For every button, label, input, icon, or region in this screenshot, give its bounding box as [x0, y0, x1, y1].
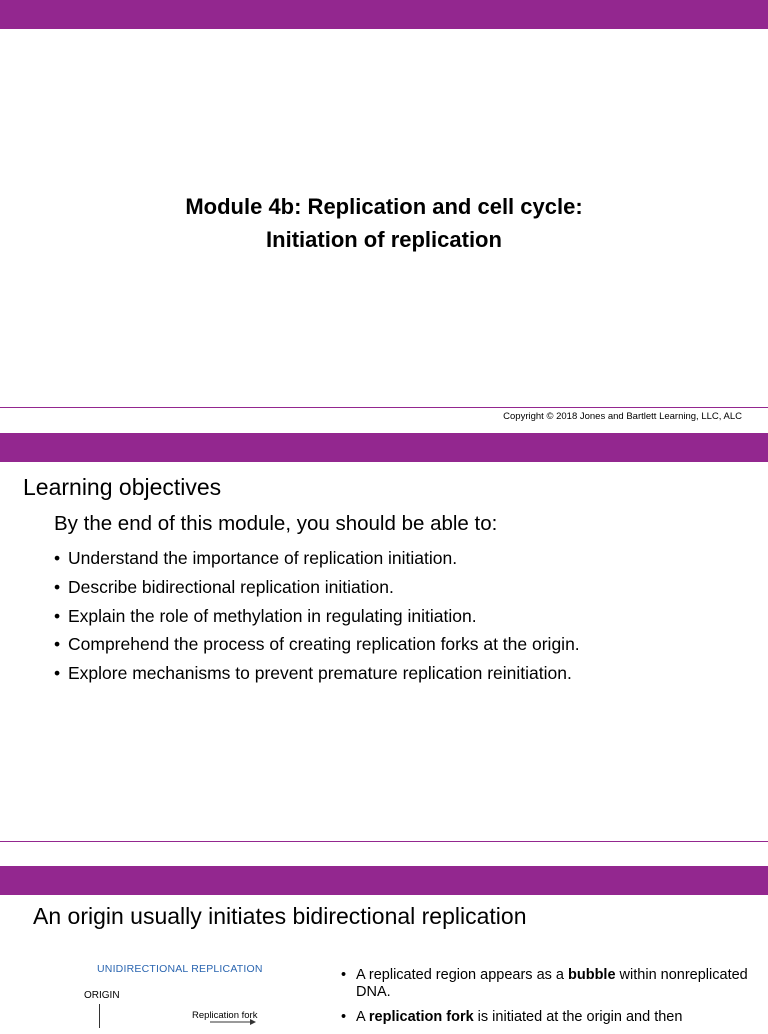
objective-item: • Explain the role of methylation in regulating initiation.	[54, 602, 580, 631]
slide2-top-bar	[0, 433, 768, 462]
slide3-bullet	[341, 1009, 751, 1026]
bullet-text: A	[356, 1009, 369, 1025]
diagram-title: UNIDIRECTIONAL REPLICATION	[97, 963, 263, 975]
bullet-bold-term: replication fork	[368, 1009, 474, 1025]
replication-fork-label: Replication fork	[192, 1010, 258, 1021]
slide3-bullet	[341, 967, 751, 1001]
bullet-text: is initiated at the origin and then	[473, 1009, 683, 1025]
objective-item: • Comprehend the process of creating replication forks at the origin.	[54, 630, 580, 659]
slide1-top-bar	[0, 0, 768, 29]
bullet-bold-term: bubble	[568, 967, 616, 983]
origin-line	[99, 1004, 100, 1028]
slide2-bottom-rule	[0, 841, 768, 842]
slide2-intro: By the end of this module, you should be able to:	[54, 512, 498, 535]
slide3-top-bar	[0, 866, 768, 895]
origin-label: ORIGIN	[84, 990, 120, 1001]
bullet-text: A replicated region appears as a	[356, 967, 568, 983]
bullet-text: within nonreplicated DNA.	[356, 967, 748, 1000]
slide1-bottom-rule	[0, 407, 768, 408]
objectives-list	[54, 544, 580, 688]
slide2-heading: Learning objectives	[23, 474, 222, 500]
objective-item: • Explore mechanisms to prevent premature replication reinitiation.	[54, 659, 580, 688]
slide3-heading: An origin usually initiates bidirectional replication	[33, 903, 527, 929]
copyright-notice: Copyright © 2018 Jones and Bartlett Learning, LLC, ALC	[503, 411, 742, 422]
objective-item: • Understand the importance of replication initiation.	[54, 544, 580, 573]
objective-item: • Describe bidirectional replication initiation.	[54, 573, 580, 602]
fork-arrow-icon	[210, 1019, 256, 1025]
slide1-title	[0, 190, 768, 256]
slide1-title-line1: Module 4b: Replication and cell cycle:	[185, 194, 583, 219]
slide1-title-line2: Initiation of replication	[266, 227, 502, 252]
